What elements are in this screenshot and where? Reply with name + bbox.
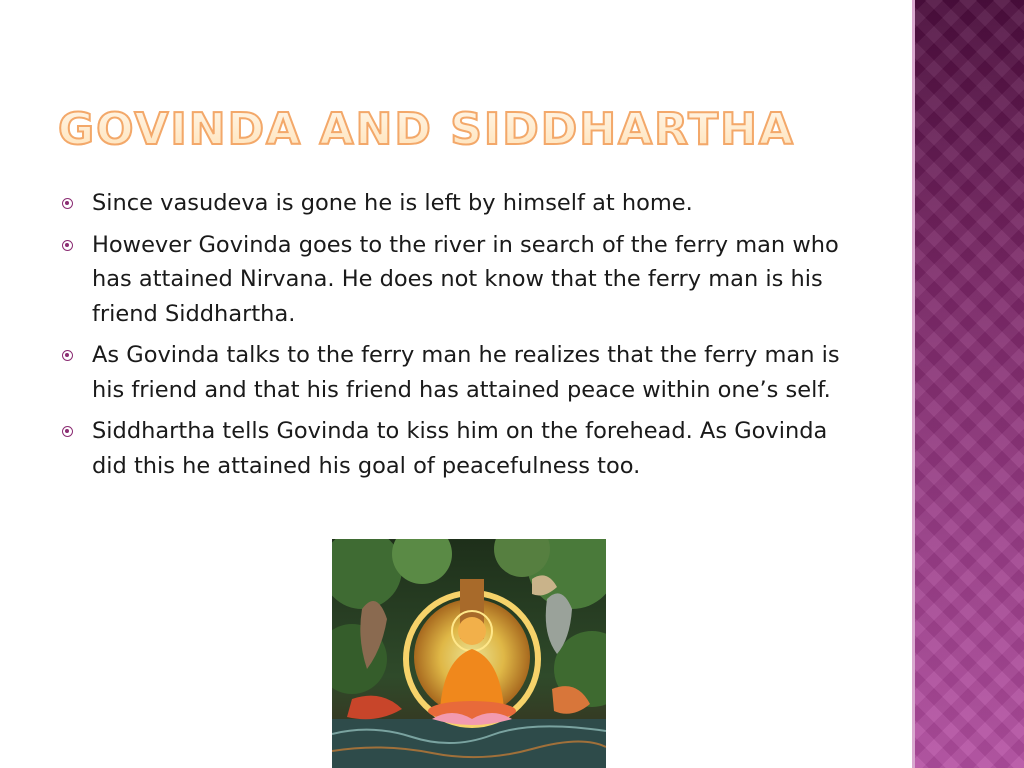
decorative-side-band (912, 0, 1024, 768)
bullet-text: Since vasudeva is gone he is left by himself at home. (92, 190, 693, 216)
side-band-edge (912, 0, 915, 768)
circle-dot-icon (62, 350, 73, 361)
bullet-item (62, 186, 862, 221)
bullet-text: However Govinda goes to the river in search of the ferry man who has attained Nirvana. He does not know that the ferry man is his friend Siddhartha. (92, 231, 839, 327)
circle-dot-icon (62, 198, 73, 209)
bullet-item (62, 414, 862, 483)
bullet-text: As Govinda talks to the ferry man he realizes that the ferry man is his friend and that his friend has attained peace within one’s self. (92, 342, 840, 403)
bullet-text: Siddhartha tells Govinda to kiss him on the forehead. As Govinda did this he attained his goal of peacefulness too. (92, 418, 828, 479)
buddha-painting-image (332, 539, 606, 768)
bullet-item (62, 228, 862, 332)
circle-dot-icon (62, 426, 73, 437)
slide-title: GOVINDA AND SIDDHARTHA (58, 104, 795, 155)
bullet-item (62, 338, 862, 407)
buddha-painting-illustration (332, 539, 606, 768)
bullet-list (62, 186, 862, 490)
circle-dot-icon (62, 240, 73, 251)
